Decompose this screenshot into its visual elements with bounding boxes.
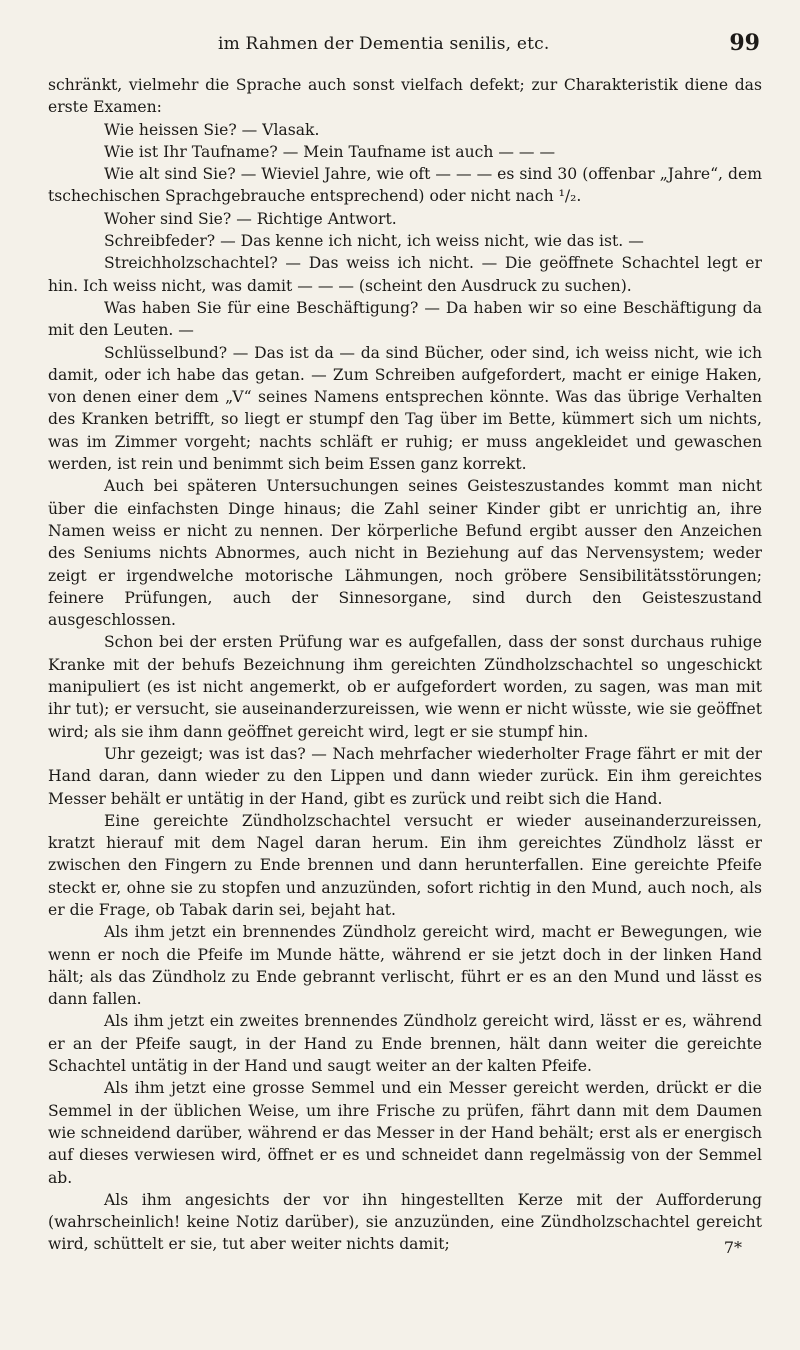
paragraph: Wie ist Ihr Taufname? — Mein Taufname ist auch — — —: [104, 142, 556, 161]
paragraph: Auch bei späteren Untersuchungen seines Geisteszustandes kommt man nicht über die einfachsten Dinge hinaus; die Zahl seiner Kinder gibt er unrichtig an, ihre Namen weiss er nicht zu nennen. Der körperliche Befund ergibt ausser den Anzeichen des Seniums nichts Abnormes, auch nicht in Beziehung auf das Nervensystem; weder zeigt er irgendwelche motorische Lähmungen, noch gröbere Sensibilitätsstörungen; feinere Prüfungen, auch der Sinnesorgane, sind durch den Geisteszustand ausgeschlossen.: [48, 477, 762, 630]
paragraph: Wie alt sind Sie? — Wieviel Jahre, wie oft — — — es sind 30 (offenbar „Jahre“, dem tschechischen Sprachgebrauche entsprechend) oder nicht nach ¹/₂.: [48, 165, 762, 206]
paragraph: Uhr gezeigt; was ist das? — Nach mehrfacher wiederholter Frage fährt er mit der Hand daran, dann wieder zu den Lippen und dann wieder zurück. Ein ihm gereichtes Messer behält er untätig in der Hand, gibt es zurück und reibt sich die Hand.: [48, 744, 762, 808]
paragraph: Was haben Sie für eine Beschäftigung? — Da haben wir so eine Beschäftigung da mit den Leuten. —: [48, 298, 762, 340]
paragraph: Schreibfeder? — Das kenne ich nicht, ich weiss nicht, wie das ist. —: [104, 232, 644, 251]
paragraph: Wie heissen Sie? — Vlasak.: [104, 120, 320, 139]
paragraph: Woher sind Sie? — Richtige Antwort.: [104, 209, 397, 228]
paragraph: Streichholzschachtel? — Das weiss ich nicht. — Die geöffnete Schachtel legt er hin. Ich weiss nicht, was damit — — — (scheint den Ausdruck zu suchen).: [48, 254, 762, 295]
paragraph: Schon bei der ersten Prüfung war es aufgefallen, dass der sonst durchaus ruhige Kranke mit der behufs Bezeichnung ihm gereichten Zündholzschachtel so ungeschickt manipuliert (es ist nicht angemerkt, ob er aufgefordert worden, zu sagen, was man mit ihr tut); er versucht, sie auseinanderzureissen, wie wenn er nicht wüsste, wie sie geöffnet wird; als sie ihm dann geöffnet gereicht wird, legt er sie stumpf hin.: [48, 633, 762, 741]
paragraph: Schlüsselbund? — Das ist da — da sind Bücher, oder sind, ich weiss nicht, wie ich damit, oder ich habe das getan. — Zum Schreiben aufgefordert, macht er einige Haken, von denen einer dem „V“ seines Namens entsprechen könnte. Was das übrige Verhalten des Kranken betrifft, so liegt er stumpf den Tag über im Bette, kümmert sich um nichts, was im Zimmer vorgeht; nachts schläft er ruhig; er muss angekleidet und gewaschen werden, ist rein und benimmt sich beim Essen ganz korrekt.: [48, 343, 762, 474]
page-number: 99: [729, 30, 760, 56]
paragraph: Eine gereichte Zündholzschachtel versucht er wieder auseinanderzureissen, kratzt hierauf mit dem Nagel daran herum. Ein ihm gereichtes Zündholz lässt er zwischen den Fingern zu Ende brennen und dann herunterfallen. Eine gereichte Pfeife steckt er, ohne sie zu stopfen und anzuzünden, sofort richtig in den Mund, auch noch, als er die Frage, ob Tabak darin sei, bejaht hat.: [48, 811, 762, 919]
paragraph: Als ihm angesichts der vor ihn hingestellten Kerze mit der Aufforderung (wahrscheinlich! keine Notiz darüber), sie anzuzünden, eine Zündholzschachtel gereicht wird, schüttelt er sie, tut aber weiter nichts damit;: [48, 1190, 762, 1254]
body-text: [48, 74, 762, 1256]
paragraph: Als ihm jetzt ein brennendes Zündholz gereicht wird, macht er Bewegungen, wie wenn er noch die Pfeife im Munde hätte, während er sie jetzt doch in der linken Hand hält; als das Zündholz zu Ende gebrannt verlischt, führt er es an den Mund und lässt es dann fallen.: [48, 923, 762, 1009]
paragraph: schränkt, vielmehr die Sprache auch sonst vielfach defekt; zur Charakteristik diene das erste Examen:: [48, 76, 762, 117]
running-title: im Rahmen der Dementia senilis, etc.: [218, 34, 550, 54]
paragraph: Als ihm jetzt eine grosse Semmel und ein Messer gereicht werden, drückt er die Semmel in der üblichen Weise, um ihre Frische zu prüfen, fährt dann mit dem Daumen wie schneidend darüber, während er das Messer in der Hand behält; erst als er energisch auf dieses verwiesen wird, öffnet er es und schneidet dann regelmässig von der Semmel ab.: [48, 1079, 762, 1187]
paragraph: Als ihm jetzt ein zweites brennendes Zündholz gereicht wird, lässt er es, während er an der Pfeife saugt, in der Hand zu Ende brennen, hält dann weiter die gereichte Schachtel untätig in der Hand und saugt weiter an der kalten Pfeife.: [48, 1012, 762, 1076]
page-header: [48, 30, 762, 64]
signature-mark: 7*: [723, 1238, 742, 1257]
